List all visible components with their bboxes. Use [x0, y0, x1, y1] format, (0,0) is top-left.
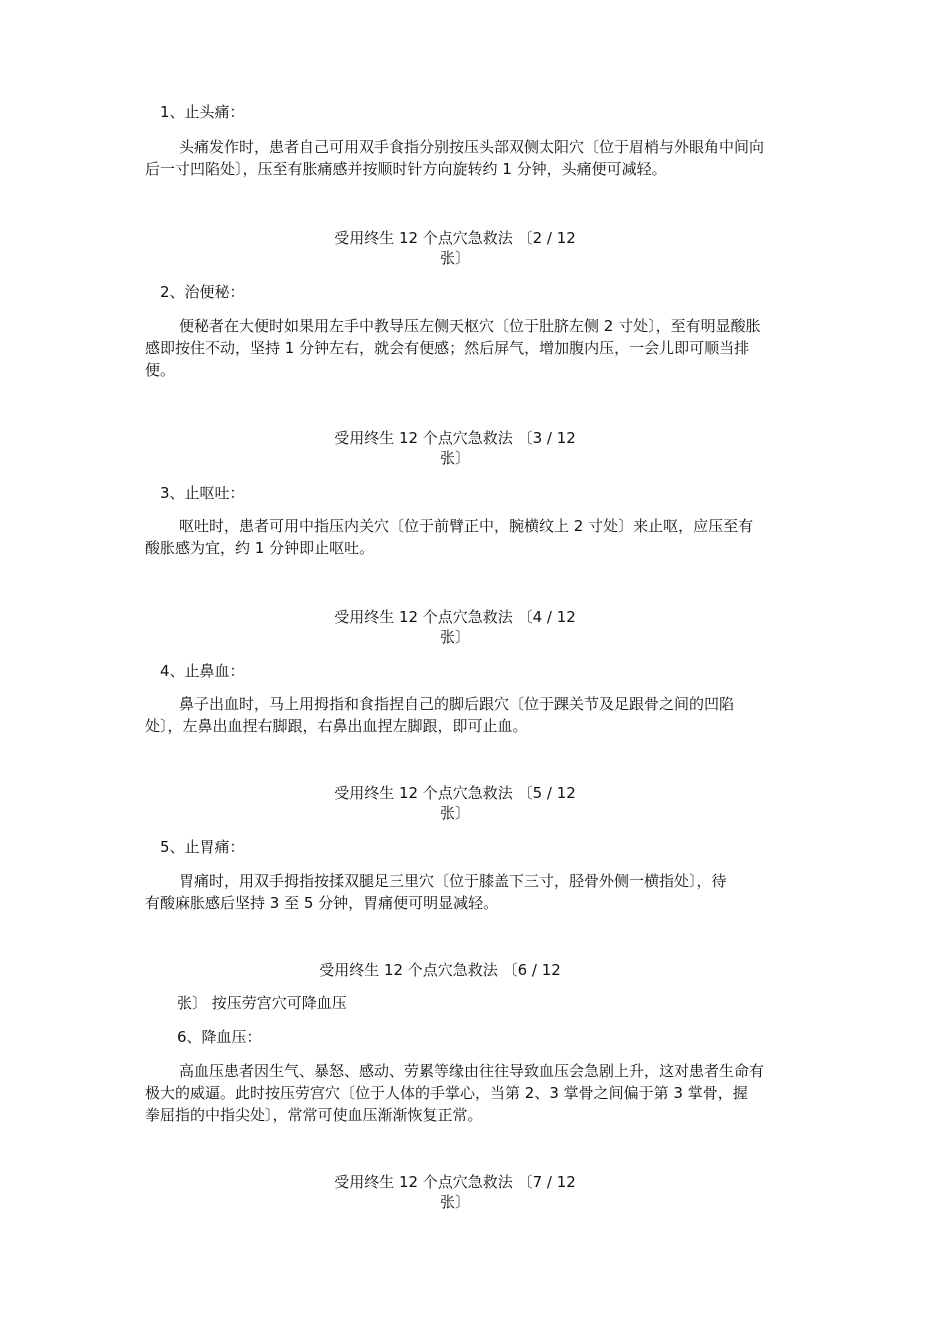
page-caption	[300, 228, 610, 268]
section-paragraph	[145, 1061, 764, 1127]
section-paragraph	[145, 871, 727, 915]
paragraph-line: 拳屈指的中指尖处〕，常常可使血压渐渐恢复正常。	[145, 1106, 483, 1124]
paragraph-line: 后一寸凹陷处〕，压至有胀痛感并按顺时针方向旋转约 1 分钟，头痛便可减轻。	[145, 160, 667, 178]
caption-line: 张〕	[439, 628, 470, 646]
paragraph-line: 便秘者在大便时如果用左手中教导压左侧天枢穴〔位于肚脐左侧 2 寸处〕，至有明显酸胀	[179, 317, 761, 335]
page-caption	[290, 960, 590, 980]
section-paragraph	[145, 316, 761, 382]
paragraph-line: 鼻子出血时，马上用拇指和食指捏自己的脚后跟穴〔位于踝关节及足跟骨之间的凹陷	[179, 695, 735, 713]
page-caption	[300, 1172, 610, 1212]
section-heading: 1、止头痛：	[160, 103, 245, 121]
caption-subline: 张〕 按压劳宫穴可降血压	[177, 994, 347, 1012]
paragraph-line: 头痛发作时，患者自己可用双手食指分别按压头部双侧太阳穴〔位于眉梢与外眼角中间向	[179, 138, 765, 156]
paragraph-line: 感即按住不动，坚持 1 分钟左右，就会有便感；然后屏气，增加腹内压，一会儿即可顺当排	[145, 339, 750, 357]
section-heading: 5、止胃痛：	[160, 838, 245, 856]
section-paragraph	[145, 694, 734, 738]
caption-line: 张〕	[439, 804, 470, 822]
caption-line: 受用终生 12 个点穴急救法 〔2 / 12	[334, 229, 576, 247]
page-caption	[300, 428, 610, 468]
page-caption	[300, 607, 610, 647]
paragraph-line: 便。	[145, 361, 176, 379]
paragraph-line: 胃痛时，用双手拇指按揉双腿足三里穴〔位于膝盖下三寸，胫骨外侧一横指处〕，待	[179, 872, 727, 890]
caption-line: 受用终生 12 个点穴急救法 〔7 / 12	[334, 1173, 576, 1191]
section-heading: 6、降血压：	[177, 1028, 262, 1046]
caption-line: 张〕	[439, 249, 470, 267]
section-heading: 2、治便秘：	[160, 283, 245, 301]
paragraph-line: 高血压患者因生气、暴怒、感动、劳累等缘由往往导致血压会急剧上升，这对患者生命有	[179, 1062, 765, 1080]
paragraph-line: 极大的威逼。此时按压劳宫穴〔位于人体的手掌心，当第 2、3 掌骨之间偏于第 3 掌骨，握	[145, 1084, 748, 1102]
paragraph-line: 呕吐时，患者可用中指压内关穴〔位于前臂正中，腕横纹上 2 寸处〕来止呕，应压至有	[179, 517, 754, 535]
section-heading: 4、止鼻血：	[160, 662, 245, 680]
paragraph-line: 处〕，左鼻出血捏右脚跟，右鼻出血捏左脚跟，即可止血。	[145, 717, 528, 735]
paragraph-line: 酸胀感为宜，约 1 分钟即止呕吐。	[145, 539, 375, 557]
section-paragraph	[145, 516, 753, 560]
section-paragraph	[145, 137, 764, 181]
caption-line: 受用终生 12 个点穴急救法 〔6 / 12	[319, 961, 561, 979]
caption-line: 张〕	[439, 449, 470, 467]
section-heading: 3、止呕吐：	[160, 484, 245, 502]
page-caption	[300, 783, 610, 823]
paragraph-line: 有酸麻胀感后坚持 3 至 5 分钟，胃痛便可明显减轻。	[145, 894, 499, 912]
caption-line: 张〕	[439, 1193, 470, 1211]
caption-line: 受用终生 12 个点穴急救法 〔3 / 12	[334, 429, 576, 447]
caption-line: 受用终生 12 个点穴急救法 〔4 / 12	[334, 608, 576, 626]
caption-line: 受用终生 12 个点穴急救法 〔5 / 12	[334, 784, 576, 802]
